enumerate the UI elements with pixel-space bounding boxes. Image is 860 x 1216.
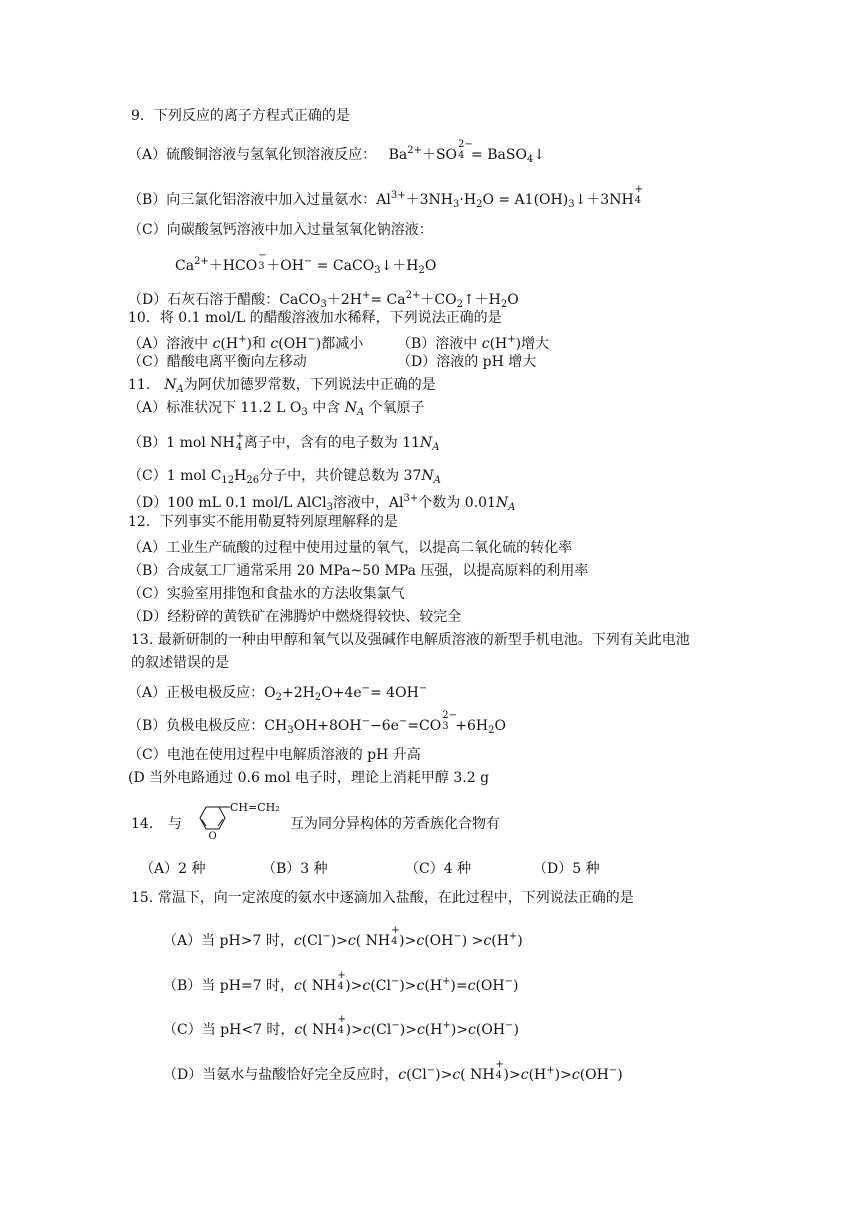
q10-option-c: （C）醋酸电离平衡向左移动 xyxy=(128,354,307,370)
q9-b-nh4: ↓＋3NH xyxy=(574,192,634,208)
q10-a-oh-charge: − xyxy=(307,334,316,345)
q12-option-c: （C）实验室用排饱和食盐水的方法收集氯气 xyxy=(128,586,405,602)
q15-a-c3: c xyxy=(416,933,425,949)
q13-b-co3-sub: 3 xyxy=(442,721,449,732)
q9-b-nh3-sub: 3 xyxy=(453,199,460,210)
q13-b-e-charge: − xyxy=(398,716,408,727)
q15-a-h-charge: + xyxy=(508,931,518,942)
q9-d-co2-sub: 2 xyxy=(456,299,463,310)
q13-a-p1: （A）正极电极反应：O xyxy=(128,685,276,701)
q9-a-eq-baso4-sub: 4 xyxy=(526,154,534,165)
q11-d-al: 溶液中，Al xyxy=(332,495,404,511)
q10-b-p1: （B）溶液中 xyxy=(397,336,482,352)
q9-a-eq-so4: ＋SO xyxy=(421,147,458,163)
q12-option-b: （B）合成氨工厂通常采用 20 MPa~50 MPa 压强，以提高原料的利用率 xyxy=(128,563,589,579)
struct-ch-ch2-label: CH=CH₂ xyxy=(230,802,280,814)
q13-stem-line2: 的叙述错误的是 xyxy=(131,655,229,671)
q9-d-caco3: CaCO xyxy=(279,292,321,308)
q14-option-d: （D）5 种 xyxy=(533,861,600,877)
q10-b-p3: )增大 xyxy=(515,336,550,352)
q9-c-h2o-o: O xyxy=(424,258,437,274)
q14-option-b: （B）3 种 xyxy=(262,861,328,877)
q9-d-h-charge: + xyxy=(361,290,371,301)
q11-b-na: N xyxy=(420,435,433,451)
q9-b-al: Al xyxy=(376,192,391,208)
q15-c-prefix: （C）当 pH<7 时， xyxy=(163,1022,295,1038)
q15-a-c4: c xyxy=(483,933,492,949)
q13-a-oh: = 4OH xyxy=(370,685,419,701)
q11-c-h26-sub: 26 xyxy=(246,475,260,486)
q15-a-h: (H xyxy=(491,933,509,949)
q10-a-oh: (OH xyxy=(278,336,308,352)
q13-a-e: O+4e xyxy=(321,685,362,701)
q15-a-nh4: ( NH xyxy=(355,933,391,949)
q9-c-caco3: = CaCO xyxy=(316,258,375,274)
q9-b-h2o-sub: 2 xyxy=(476,199,483,210)
q14-option-a: （A）2 种 xyxy=(140,861,206,877)
q15-option-b: （B）当 pH=7 时，c( NH + 4 )>c(Cl−)>c(H+)=c(OH−) xyxy=(163,970,519,994)
q11-stem-rest: 为阿伏加德罗常数，下列说法中正确的是 xyxy=(183,377,436,393)
q13-stem-line1: 13. 最新研制的一种由甲醇和氧气以及强碱作电解质溶液的新型手机电池。下列有关此电池 xyxy=(131,632,690,648)
q10-option-d: （D）溶液的 pH 增大 xyxy=(397,354,537,370)
q10-a-c2: c xyxy=(270,336,279,352)
q13-b-ch3-sub: 3 xyxy=(287,725,294,736)
q9-option-c-equation xyxy=(175,250,437,280)
q9-b-aloh3: O = A1(OH) xyxy=(482,192,569,208)
q11-a-p1: （A）标准状况下 11.2 L O xyxy=(128,400,302,416)
q10-a-p3: )和 xyxy=(246,336,271,352)
q9-b-nh4-sub: 4 xyxy=(634,195,642,206)
q9-option-a xyxy=(128,139,546,169)
q9-c-oh-charge: − xyxy=(303,256,313,267)
q11-c-na: N xyxy=(421,468,434,484)
q11-c-h: H xyxy=(234,468,247,484)
q9-b-nh4-script xyxy=(634,184,644,206)
q15-a-oh-charge: − xyxy=(453,931,462,942)
q11-d-p1: （D）100 mL 0.1 mol/L AlCl xyxy=(128,495,327,511)
q14-num: 14. xyxy=(131,816,154,832)
q9-c-hco3: ＋HCO xyxy=(208,258,258,274)
q9-c-ca: Ca xyxy=(175,258,195,274)
q11-num: 11. xyxy=(128,377,165,393)
q13-b-co3-charge: 2− xyxy=(442,710,457,721)
q11-d-alcl3-sub: 3 xyxy=(326,502,333,513)
q9-d-h2o-o: O xyxy=(507,292,519,308)
q13-b-co3-script xyxy=(441,710,457,732)
q11-na-sub: A xyxy=(176,384,184,395)
q15-a-cl-charge: − xyxy=(322,931,331,942)
q9-option-c: （C）向碳酸氢钙溶液中加入过量氢氧化钠溶液： xyxy=(128,222,433,238)
q9-d-h: ＋2H xyxy=(326,292,362,308)
q9-c-oh: ＋OH xyxy=(266,258,304,274)
q11-c-na-sub: A xyxy=(433,475,441,486)
q9-a-so4-script xyxy=(457,139,473,161)
q12-option-d: （D）经粉碎的黄铁矿在沸腾炉中燃烧得较快、较完全 xyxy=(128,609,462,625)
q14-post: 互为同分异构体的芳香族化合物有 xyxy=(290,816,500,832)
q9-b-label: （B）向三氯化铝溶液中加入过量氨水： xyxy=(128,192,377,208)
q9-d-h2o-sub: 2 xyxy=(500,299,508,310)
q13-a-o2-sub: 2 xyxy=(275,692,282,703)
q9-a-so4-sub: 4 xyxy=(458,150,465,161)
q13-b-co3: =CO xyxy=(407,718,442,734)
q10-a-h: (H xyxy=(220,336,239,352)
q11-a-na: N xyxy=(344,400,357,416)
q11-b-p1: （B）1 mol NH xyxy=(128,435,235,451)
q14-pre: 与 xyxy=(168,816,182,832)
q10-b-c1: c xyxy=(481,336,490,352)
q9-b-al-charge: 3+ xyxy=(390,190,406,201)
q9-c-caco3-sub: 3 xyxy=(374,265,381,276)
q11-stem xyxy=(128,376,436,399)
q9-c-h2o: ↓＋H xyxy=(380,258,419,274)
q9-c-hco3-script xyxy=(257,250,267,272)
q15-stem: 15. 常温下，向一定浓度的氨水中逐滴加入盐酸，在此过程中，下列说法正确的是 xyxy=(131,890,634,906)
q9-a-so4-charge: 2− xyxy=(458,139,473,150)
q9-a-eq-ba: Ba xyxy=(388,147,408,163)
q13-option-b xyxy=(128,710,506,740)
q10-a-p1: （A）溶液中 xyxy=(128,336,213,352)
pyran-structure-image xyxy=(192,802,284,842)
q9-a-eq xyxy=(388,139,546,165)
q15-a-gt1: )> xyxy=(330,933,348,949)
q14-option-c: （C）4 种 xyxy=(405,861,472,877)
q15-a-gt3: ) > xyxy=(461,933,484,949)
q10-b-h: (H xyxy=(489,336,508,352)
q15-option-d: （D）当氨水与盐酸恰好完全反应时，c(Cl−)>c( NH + 4 )>c(H+)>c(OH−) xyxy=(163,1059,623,1083)
q9-c-ca-charge: 2+ xyxy=(194,256,209,267)
q9-b-h2o: ·H xyxy=(459,192,477,208)
q13-b-e: −6e xyxy=(370,718,399,734)
q9-d-co2: ＋CO xyxy=(420,292,457,308)
q11-a-p2: 中含 xyxy=(307,400,345,416)
q9-d-ca: = Ca xyxy=(370,292,406,308)
q15-a-cl: (Cl xyxy=(301,933,323,949)
q9-option-b xyxy=(128,184,644,214)
q11-c-p3: 分子中，共价键总数为 37 xyxy=(259,468,422,484)
q9-b-nh4-charge: + xyxy=(634,184,644,195)
q11-b-na-sub: A xyxy=(432,442,440,453)
q9-d-caco3-sub: 3 xyxy=(320,299,327,310)
struct-oxygen-label: O xyxy=(208,831,217,842)
q11-b-p2: 离子中，含有的电子数为 11 xyxy=(243,435,421,451)
q10-option-b xyxy=(397,331,549,353)
q15-a-nh4-script xyxy=(390,925,400,947)
q15-a-nh4-sub: 4 xyxy=(391,936,398,947)
q11-d-na-sub: A xyxy=(508,502,516,513)
q9-c-hco3-sub: 3 xyxy=(258,261,265,272)
q13-b-oh-charge: − xyxy=(361,716,370,727)
q15-a-oh: (OH xyxy=(424,933,454,949)
q13-b-h2o-o: O xyxy=(494,718,506,734)
q9-b-aloh3-sub: 3 xyxy=(568,199,575,210)
q13-option-a xyxy=(128,680,427,707)
q11-d-p3: 个数为 0.01 xyxy=(418,495,496,511)
q9-a-eq-arrow: ↓ xyxy=(533,147,546,163)
q11-d-na: N xyxy=(495,495,509,511)
q11-a-o3-sub: 3 xyxy=(301,407,308,418)
q11-c-p1: （C）1 mol C xyxy=(128,468,222,484)
q9-c-hco3-charge: − xyxy=(258,250,267,261)
q10-a-p5: )都减小 xyxy=(315,336,364,352)
q11-a-p3: 个氧原子 xyxy=(364,400,425,416)
q11-option-a xyxy=(128,399,425,422)
q15-a-prefix: （A）当 pH>7 时， xyxy=(163,933,294,949)
q15-option-c: （C）当 pH<7 时，c( NH + 4 )>c(Cl−)>c(H+)>c(OH−) xyxy=(163,1014,519,1038)
q10-b-h-charge: + xyxy=(507,334,516,345)
q13-a-oh-charge: − xyxy=(418,683,428,694)
q9-d-h2o: ↑＋H xyxy=(462,292,501,308)
q12-stem: 12．下列事实不能用勒夏特列原理解释的是 xyxy=(128,514,398,530)
q11-b-nh4-script xyxy=(235,431,245,453)
q13-b-h2o-sub: 2 xyxy=(488,725,495,736)
q15-d-prefix: （D）当氨水与盐酸恰好完全反应时， xyxy=(163,1067,399,1083)
q13-b-h2o: +6H xyxy=(455,718,489,734)
q13-b-p1: （B）负极电极反应：CH xyxy=(128,718,288,734)
q11-c-c12-sub: 12 xyxy=(221,475,235,486)
q9-a-eq-baso4: = BaSO xyxy=(471,147,527,163)
q11-option-b xyxy=(128,431,440,457)
q11-na: N xyxy=(164,377,177,393)
q13-option-d: (D 当外电路通过 0.6 mol 电子时，理论上消耗甲醇 3.2 g xyxy=(128,770,490,786)
q15-a-c1: c xyxy=(293,933,302,949)
q9-d-label: （D）石灰石溶于醋酸： xyxy=(128,292,280,308)
q9-a-eq-ba-charge: 2+ xyxy=(407,145,422,156)
q10-stem: 10．将 0.1 mol/L 的醋酸溶液加水稀释，下列说法正确的是 xyxy=(128,310,502,326)
q9-d-ca-charge: 2+ xyxy=(405,290,421,301)
q11-option-c xyxy=(128,467,441,490)
q10-a-c1: c xyxy=(212,336,221,352)
q13-a-h2o: +2H xyxy=(281,685,315,701)
q11-d-al-charge: 3+ xyxy=(403,493,419,504)
q15-b-prefix: （B）当 pH=7 时， xyxy=(163,978,294,994)
q13-a-e-charge: − xyxy=(361,683,370,694)
q9-a-label: （A）硫酸铜溶液与氢氧化钡溶液反应： xyxy=(128,147,377,163)
q9-c-h2o-sub: 2 xyxy=(418,265,425,276)
q15-a-close: ) xyxy=(517,933,523,949)
q15-a-nh4-charge: + xyxy=(391,925,400,936)
q12-option-a: （A）工业生产硫酸的过程中使用过量的氧气，以提高二氧化硫的转化率 xyxy=(128,540,573,556)
q15-a-gt2: )> xyxy=(399,933,417,949)
q15-option-a xyxy=(163,925,523,950)
q10-a-h-charge: + xyxy=(238,334,247,345)
q9-stem: 9．下列反应的离子方程式正确的是 xyxy=(131,108,350,124)
q13-option-c: （C）电池在使用过程中电解质溶液的 pH 升高 xyxy=(128,747,421,763)
q11-a-na-sub: A xyxy=(356,407,365,418)
q15-a-c2: c xyxy=(347,933,356,949)
q10-option-a xyxy=(128,331,363,353)
q11-b-nh4-sub: 4 xyxy=(235,442,243,453)
q13-b-oh: OH+8OH xyxy=(293,718,362,734)
q13-a-h2o-sub: 2 xyxy=(314,692,322,703)
q11-b-nh4-charge: + xyxy=(235,431,245,442)
q9-b-nh3: ＋3NH xyxy=(405,192,454,208)
